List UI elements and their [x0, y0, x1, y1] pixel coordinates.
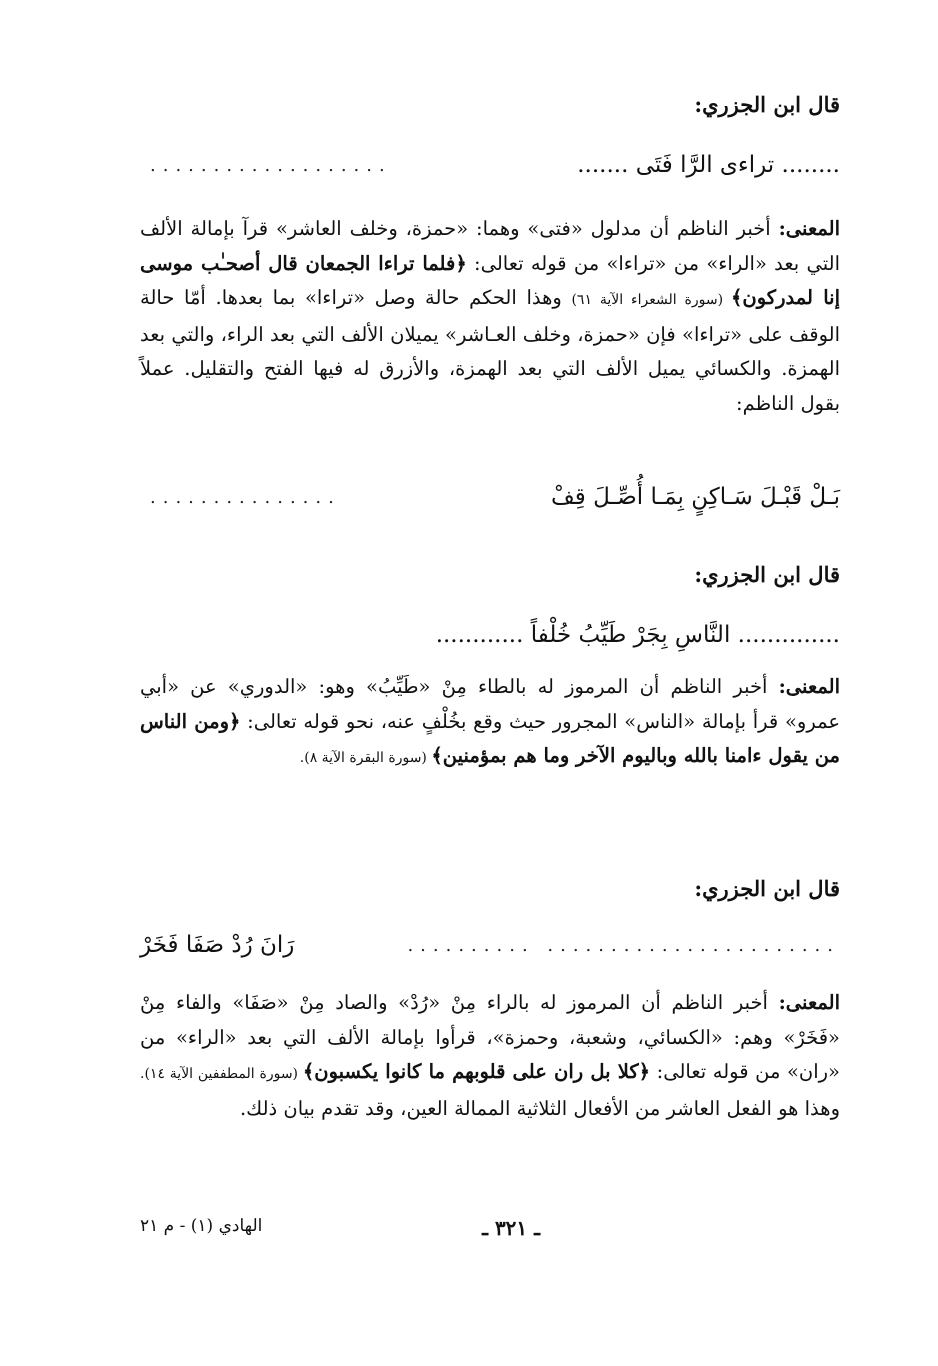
section-1-heading: قال ابن الجزري: [694, 92, 840, 117]
verse-text: رَانَ رُدْ صَفَا فَخَرْ [140, 932, 295, 958]
paragraph-text: وهذا هو الفعل العاشر من الأفعال الثلاثية الممالة العين، وقد تقدم بيان ذلك. [239, 1096, 840, 1120]
paragraph-text: وهذا الحكم حالة وصل «تراءا» بما بعدها. أمّا حالة الوقف على «تراءا» فإن «حمزة، وخلف العـاشر» يميلان الألف التي بعد الراء، والتي بعد الهمزة. والكسائي يميل الألف التي بعد الهمزة، والأزرق له فيها الفتح والتقليل. عملاً بقول الناظم: [140, 286, 840, 415]
section-2-heading: قال ابن الجزري: [694, 562, 840, 587]
page-number: ـ ٣٢١ ـ [482, 1216, 540, 1240]
section-3-heading: قال ابن الجزري: [694, 876, 840, 901]
paragraph-label: المعنى: [778, 991, 840, 1014]
section-1-verse-2 [140, 474, 840, 514]
quran-quote: ﴿كلا بل ران على قلوبهم ما كانوا يكسبون﴾ [302, 1060, 651, 1083]
section-2-verse [140, 612, 840, 652]
paragraph-label: المعنى: [778, 217, 840, 240]
paragraph-text: أخبر الناظم أن المرموز له بالطاء مِنْ «طَيِّبُ» وهو: «الدوري» عن «أبي عمرو» قرأ بإمالة «الناس» المجرور حيث وقع بخُلْفٍ عنه، نحو قوله تعالى: [140, 675, 840, 733]
book-signature: الهادي (١) - م ٢١ [140, 1216, 263, 1236]
verse-text: .............. النَّاسِ بِجَرْ طَيِّبُ خُلْفاً ............ [435, 622, 840, 648]
section-1-paragraph [140, 212, 840, 421]
section-3-verse [140, 922, 840, 962]
section-1-verse [140, 142, 840, 182]
paragraph-text: أخبر الناظم أن مدلول «فتى» وهما: «حمزة، وخلف العاشر» قرآ بإمالة الألف التي بعد «الراء» من «تراءا» من قوله تعالى: [140, 217, 840, 275]
verse-text: ........ تراءى الرَّا فَتَى ....... [577, 152, 840, 178]
verse-dots: ................... [150, 155, 392, 176]
paragraph-label: المعنى: [778, 675, 840, 698]
section-3-paragraph [140, 986, 840, 1126]
verse-dots: ............... [150, 487, 341, 508]
section-2-paragraph [140, 670, 840, 776]
quran-reference: (سورة الشعراء الآية ٦١) [571, 292, 731, 308]
verse-text: بَـلْ قَبْـلَ سَـاكِنٍ بِمَـا أُصِّـلَ قِفْ [550, 484, 840, 510]
quran-quote: ﴿فلما تراءا الجمعان قال أصحـٰب موسى إنا لمدركون﴾ [140, 251, 840, 309]
quran-quote: ﴿ومن الناس من يقول ءامنا بالله وباليوم الآخر وما هم بمؤمنين﴾ [140, 709, 840, 767]
paragraph-text: أخبر الناظم أن المرموز له بالراء مِنْ «رُدْ» والصاد مِنْ «صَفَا» والفاء مِنْ «فَخَرْ» وهم: «الكسائي، وشعبة، وحمزة»، قرأوا بإمالة الألف التي بعد «الراء» من «ران» من قوله تعالى: [140, 991, 840, 1083]
page [140, 0, 840, 1366]
verse-dots: ....................... .......... [407, 935, 840, 956]
quran-reference: (سورة المطففين الآية ١٤). [140, 1066, 303, 1082]
quran-reference: (سورة البقرة الآية ٨). [299, 750, 432, 766]
